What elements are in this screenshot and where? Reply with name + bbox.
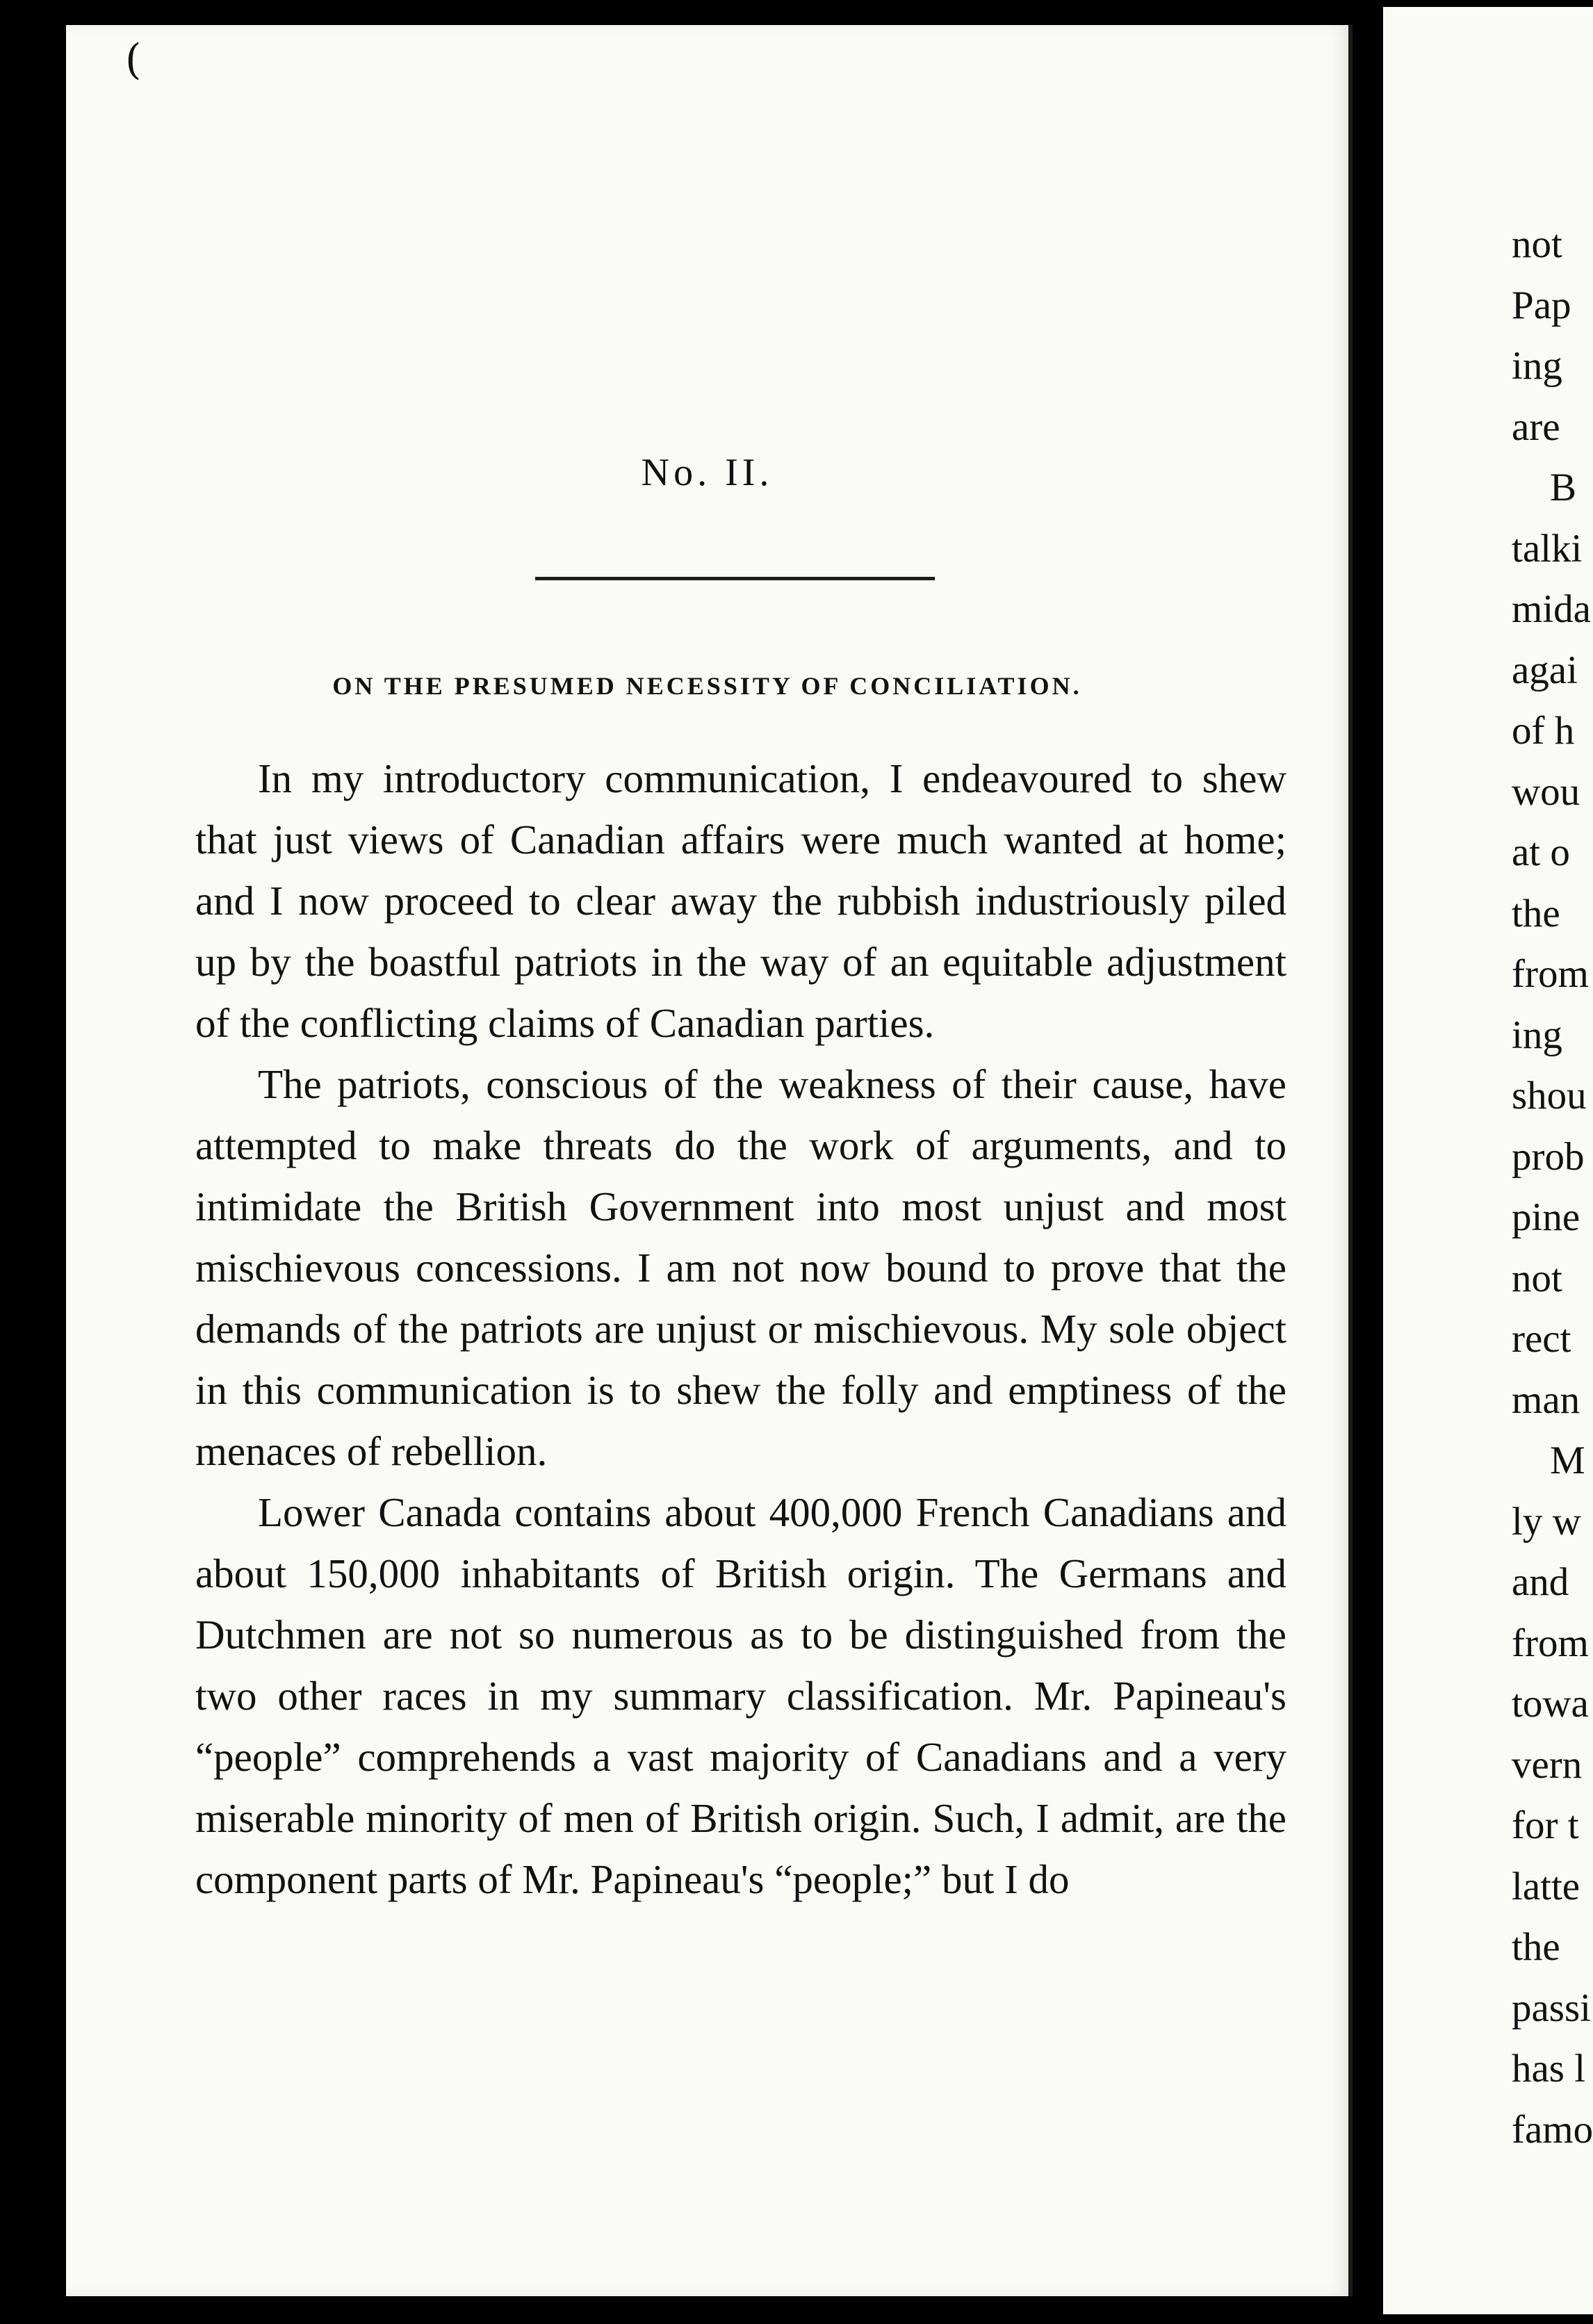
paragraph-1: In my introductory communication, I endeavoured to shew that just views of Canadian affairs were much wanted at home; and I now proceed to clear away the rubbish industriously piled up by the boastful patriots in the way of an equitable adjustment of the conflicting claims of Canadian parties. — [195, 755, 1286, 1046]
right-page-line: has l — [1512, 2047, 1586, 2090]
right-page-line: famo — [1512, 2107, 1593, 2152]
right-page-text — [1512, 214, 1593, 2160]
right-page-line: at o — [1512, 830, 1570, 874]
right-page-line: pine — [1512, 1195, 1580, 1239]
section-title: ON THE PRESUMED NECESSITY OF CONCILIATION. — [332, 672, 1082, 700]
right-page-line: agai — [1512, 648, 1578, 692]
right-page-line: not — [1512, 1256, 1562, 1300]
right-page — [1383, 7, 1593, 2314]
right-page-line: ly w — [1512, 1499, 1581, 1544]
right-page-line: man — [1512, 1377, 1580, 1422]
right-page-line: B — [1550, 466, 1577, 509]
paragraph-3: Lower Canada contains about 400,000 French Canadians and about 150,000 inhabitants of British origin. The Germans and Dutchmen are not so numerous as to be distinguished from the two other races in my summary classification. Mr. Papineau's “people” comprehends a vast majority of Canadians and a very miserable minority of men of British origin. Such, I admit, are the component parts of Mr. Papineau's “people;” but I do — [195, 1489, 1286, 1902]
page-heading: No. II. — [641, 451, 774, 494]
right-page-line: ing — [1512, 1013, 1562, 1057]
right-page-line: from — [1512, 1621, 1589, 1665]
body-text — [195, 748, 1286, 1910]
right-page-line: M — [1550, 1439, 1585, 1482]
right-page-line: talki — [1512, 526, 1583, 571]
right-page-line: and — [1512, 1560, 1569, 1604]
paragraph-2: The patriots, conscious of the weakness of their cause, have attempted to make threats do the work of arguments, and to intimidate the British Government into most unjust and most mischievous concessions. I am not now bound to prove that the demands of the patriots are unjust or mischievous. My sole object in this communication is to shew the folly and emptiness of the menaces of rebellion. — [195, 1061, 1286, 1474]
right-page-line: for t — [1512, 1803, 1579, 1847]
stray-mark: ( — [125, 35, 142, 84]
right-page-line: rect — [1512, 1317, 1571, 1361]
right-page-line: shou — [1512, 1074, 1587, 1118]
right-page-line: are — [1512, 404, 1560, 449]
right-page-line: not — [1512, 222, 1562, 266]
left-page — [66, 25, 1353, 2296]
right-page-line: the — [1512, 891, 1560, 935]
right-page-line: mida — [1512, 587, 1591, 631]
right-page-line: the — [1512, 1925, 1560, 1969]
heading-rule — [535, 577, 935, 580]
right-page-line: passi — [1512, 1986, 1591, 2030]
right-page-line: wou — [1512, 769, 1580, 814]
right-page-line: Pap — [1512, 283, 1571, 327]
right-page-line: of h — [1512, 709, 1575, 753]
right-page-line: prob — [1512, 1134, 1585, 1179]
right-page-line: towa — [1512, 1682, 1589, 1726]
right-page-line: latte — [1512, 1864, 1580, 1908]
right-page-line: vern — [1512, 1742, 1583, 1787]
right-page-line: from — [1512, 952, 1589, 996]
right-page-line: ing — [1512, 344, 1562, 388]
